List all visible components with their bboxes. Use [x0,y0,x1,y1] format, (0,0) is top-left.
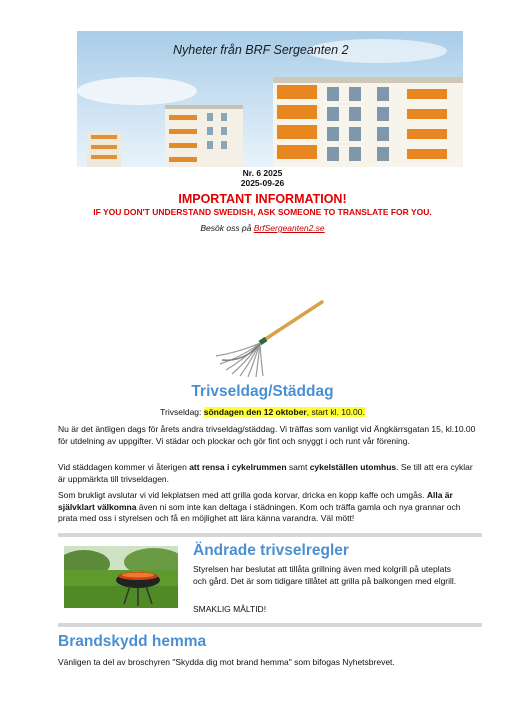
bike-room-paragraph: Vid städdagen kommer vi återigen att rensa i cykelrummen samt cykelställen utomhus. Se till att era cyklar är uppmärkta till trivseldagen. [58,462,473,484]
website-link[interactable]: BrfSergeanten2.se [253,223,325,233]
issue-number: Nr. 6 2025 [242,168,283,178]
barbecue-paragraph: Som brukligt avslutar vi vid lekplatsen med att grilla goda korvar, dricka en kopp kaffe och umgås. Alla är självklart välkomna även ni som inte kan deltaga i städningen. Kom och träffa gamla och nya grannar och prata med oss i styrelsen och få en möjlighet att lära känna varandra. Väl mött! [58,490,461,523]
fire-safety-heading: Brandskydd hemma [58,633,207,650]
rules-heading: Ändrade trivselregler [193,542,349,559]
visit-prefix: Besök oss på [200,223,254,233]
rake-icon [214,298,326,378]
rules-text: Styrelsen har beslutat att tillåta grillning även med kolgrill på uteplats och gård. Det är som tidigare tillåtet att grilla på balkongen med elgrill. [193,564,457,586]
issue-date: 2025-09-26 [240,178,285,188]
grill-photo [64,546,178,608]
fire-safety-text: Vänligen ta del av broschyren "Skydda dig mot brand hemma" som bifogas Nyhetsbrevet. [58,657,395,667]
important-info-title: IMPORTANT INFORMATION! [178,192,347,206]
section-divider [58,623,482,627]
trivseldag-heading: Trivseldag/Städdag [191,383,334,400]
rules-closing: SMAKLIG MÅLTID! [193,604,267,614]
newsletter-title: Nyheter från BRF Sergeanten 2 [173,43,349,57]
section-divider [58,533,482,537]
visit-line [0,223,525,233]
header-banner-image [77,31,463,167]
translate-notice: IF YOU DON'T UNDERSTAND SWEDISH, ASK SOMEONE TO TRANSLATE FOR YOU. [93,207,432,217]
trivseldag-intro: Nu är det äntligen dags för årets andra trivseldag/städdag. Vi träffas som vanligt vid Ängkärrsgatan 15, kl.10.00 för utdelning av uppgifter. Vi städar och plockar och gör fint och snyggt i och runt vår förening. [58,424,476,446]
trivseldag-date: Trivseldag: söndagen den 12 oktober, start kl. 10.00. [160,407,365,417]
